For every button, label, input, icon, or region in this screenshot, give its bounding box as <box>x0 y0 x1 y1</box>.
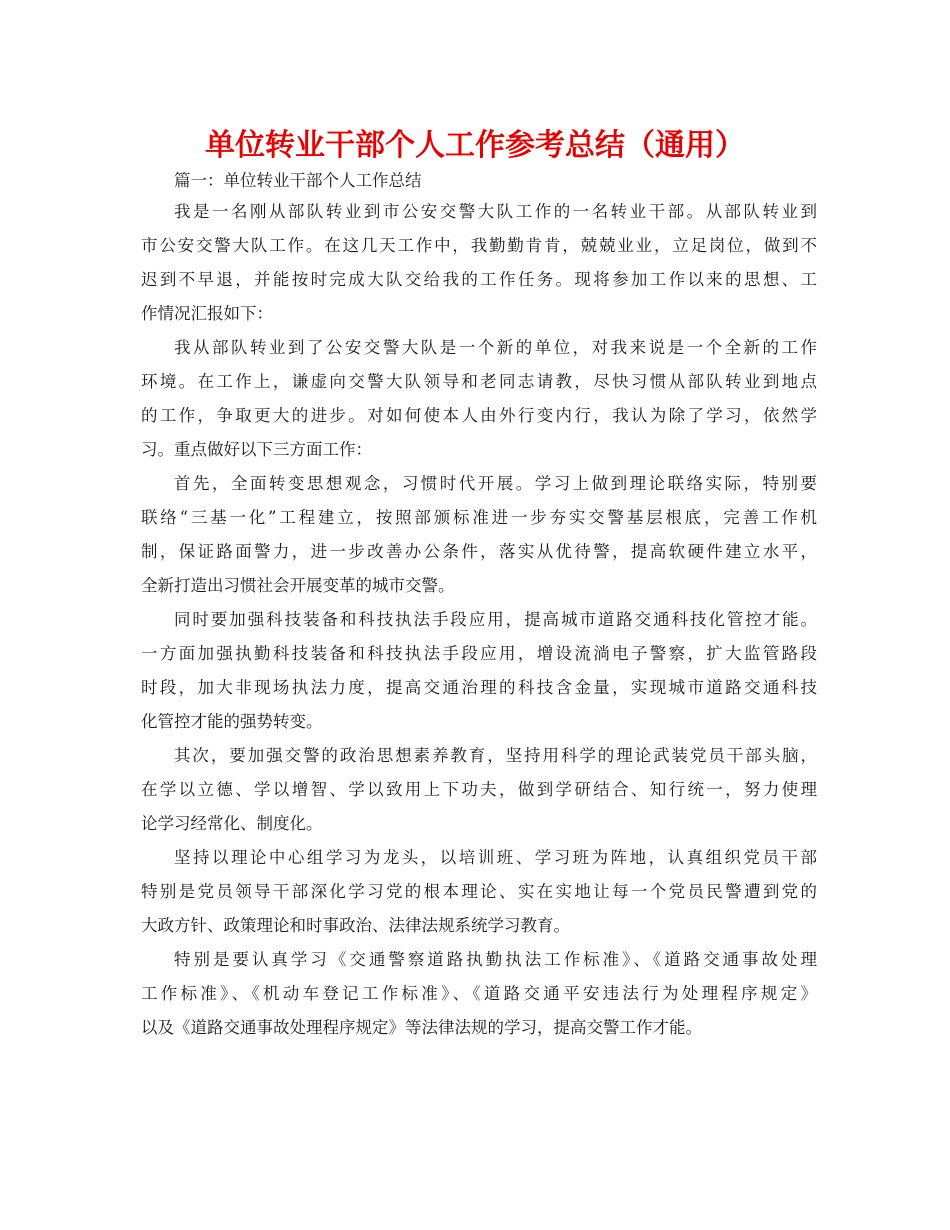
text-line: 同时要加强科技装备和科技执法手段应用，提高城市道路交通科技化管控才能。 <box>174 610 817 629</box>
document-title: 单位转业干部个人工作参考总结（通用） <box>205 128 745 163</box>
text-line: 制，保证路面警力，进一步改善办公条件，落实从优待警，提高软硬件建立水平， <box>141 542 817 561</box>
text-line: 以及《道路交通事故处理程序规定》等法律法规的学习，提高交警工作才能。 <box>141 1018 702 1037</box>
text-line: 化管控才能的强势转变。 <box>141 712 323 731</box>
text-line: 一方面加强执勤科技装备和科技执法手段应用，增设流淌电子警察，扩大监管路段 <box>141 644 817 663</box>
text-line: 在学以立德、学以增智、学以致用上下功夫，做到学研结合、知行统一，努力使理 <box>141 780 817 799</box>
text-line: 市公安交警大队工作。在这几天工作中，我勤勤肯肯，兢兢业业，立足岗位，做到不 <box>141 236 817 255</box>
text-line: 其次，要加强交警的政治思想素养教育，坚持用科学的理论武装党员干部头脑， <box>174 746 817 765</box>
text-line: 迟到不早退，并能按时完成大队交给我的工作任务。现将参加工作以来的思想、工 <box>141 270 817 289</box>
text-line: 我是一名刚从部队转业到市公安交警大队工作的一名转业干部。从部队转业到 <box>174 202 817 221</box>
text-line: 全新打造出习惯社会开展变革的城市交警。 <box>141 576 455 595</box>
text-line: 我从部队转业到了公安交警大队是一个新的单位，对我来说是一个全新的工作 <box>174 338 817 357</box>
text-line: 首先，全面转变思想观念，习惯时代开展。学习上做到理论联络实际，特别要 <box>174 474 817 493</box>
paragraph-4 <box>141 603 817 739</box>
paragraph-7 <box>141 943 817 1045</box>
text-line: 特别是要认真学习《交通警察道路执勤执法工作标准》、《道路交通事故处理 <box>174 950 817 969</box>
paragraph-1 <box>141 195 817 331</box>
text-line: 论学习经常化、制度化。 <box>141 814 323 833</box>
text-line: 工作标准》、《机动车登记工作标准》、《道路交通平安违法行为处理程序规定》 <box>141 984 817 1003</box>
text-line: 作情况汇报如下： <box>141 304 273 323</box>
text-line: 大政方针、政策理论和时事政治、法律法规系统学习教育。 <box>141 916 570 935</box>
paragraph-5 <box>141 739 817 841</box>
paragraph-3 <box>141 467 817 603</box>
text-line: 时段，加大非现场执法力度，提高交通治理的科技含金量，实现城市道路交通科技 <box>141 678 817 697</box>
document-subheading: 篇一：单位转业干部个人工作总结 <box>174 171 422 190</box>
text-line: 坚持以理论中心组学习为龙头，以培训班、学习班为阵地，认真组织党员干部 <box>174 848 817 867</box>
text-line: 特别是党员领导干部深化学习党的根本理论、实在实地让每一个党员民警遭到党的 <box>141 882 817 901</box>
paragraph-6 <box>141 841 817 943</box>
text-line: 习。重点做好以下三方面工作： <box>141 440 372 459</box>
text-line: 环境。在工作上，谦虚向交警大队领导和老同志请教，尽快习惯从部队转业到地点 <box>141 372 817 391</box>
paragraph-2 <box>141 331 817 467</box>
text-line: 的工作，争取更大的进步。对如何使本人由外行变内行，我认为除了学习，依然学 <box>141 406 817 425</box>
document-body <box>141 167 817 1045</box>
text-line: 联络“三基一化”工程建立，按照部颁标准进一步夯实交警基层根底，完善工作机 <box>141 508 817 527</box>
